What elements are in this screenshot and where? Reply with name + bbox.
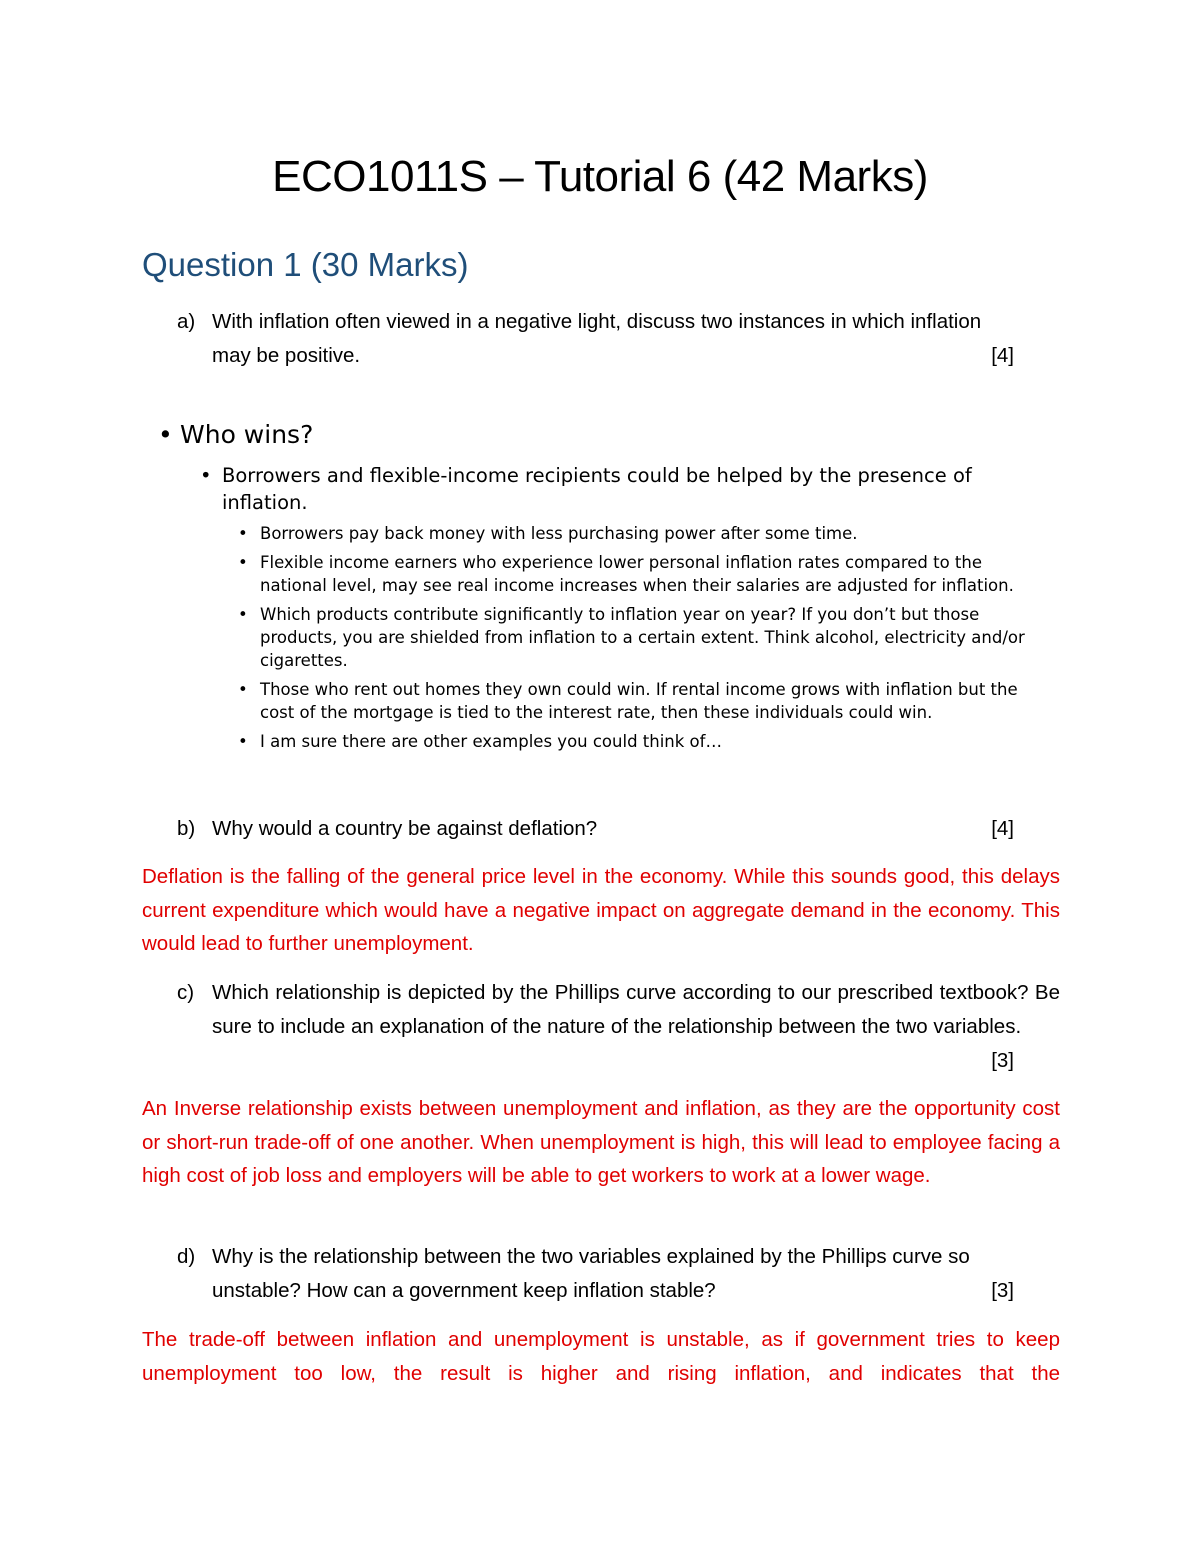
part-b-text: Why would a country be against deflation? [212,817,598,840]
question-part-d [142,1240,1060,1310]
bullet-icon: • [238,680,248,699]
slide-level3-list [238,522,1028,759]
part-c-label: c) [177,981,195,1004]
list-item: • Flexible income earners who experience lower personal inflation rates compared to the national level, may see real income increases when their salaries are adjusted for inflation. [238,553,1014,595]
part-a-label: a) [177,310,196,333]
part-c-marks: [3] [991,1049,1014,1072]
part-b-answer: Deflation is the falling of the general price level in the economy. While this sounds good, this delays current expenditure which would have a negative impact on aggregate demand in the economy. This would lead to further unemployment. [142,865,1060,955]
list-item: • Which products contribute significantly to inflation year on year? If you don’t but those products, you are shielded from inflation to a certain extent. Think alcohol, electricity and/or cigarettes. [238,605,1025,670]
slide-bullet-level1 [160,420,313,449]
question-part-a [142,305,1060,375]
part-c-text: Which relationship is depicted by the Phillips curve according to our prescribed textbook? Be sure to include an explanation of the nature of the relationship between the two variables. [212,981,1060,1038]
bullet-icon: • [238,553,248,572]
part-c-answer: An Inverse relationship exists between unemployment and inflation, as they are the opportunity cost or short-run trade-off of one another. When unemployment is high, this will lead to employee facing a high cost of job loss and employers will be able to get workers to work at a lower wage. [142,1097,1060,1187]
part-b-label: b) [177,817,196,840]
part-a-text: With inflation often viewed in a negative light, discuss two instances in which inflation may be positive. [212,310,982,367]
part-d-answer: The trade-off between inflation and unemployment is unstable, as if government tries to keep unemployment too low, the result is higher and rising inflation, and indicates that the [142,1328,1060,1385]
question-part-c [142,976,1060,1078]
part-d-label: d) [177,1245,196,1268]
bullet-icon: • [238,524,248,543]
page-title: ECO1011S – Tutorial 6 (42 Marks) [272,152,928,201]
bullet-icon: • [200,464,212,487]
slide-level2-text: Borrowers and flexible-income recipients could be helped by the presence of inflation. [222,464,972,514]
list-item: • I am sure there are other examples you could think of… [238,732,722,751]
part-a-marks: [4] [991,344,1014,367]
slide-excerpt [150,420,1030,780]
slide-who-wins: Who wins? [180,420,314,449]
part-d-marks: [3] [991,1279,1014,1302]
list-item: • Those who rent out homes they own could win. If rental income grows with inflation but the cost of the mortgage is tied to the interest rate, then these individuals could win. [238,680,1018,722]
bullet-icon: • [238,605,248,624]
bullet-icon: • [238,732,248,751]
question-1-heading: Question 1 (30 Marks) [142,246,469,283]
list-item: • Borrowers pay back money with less purchasing power after some time. [238,524,858,543]
part-b-marks: [4] [991,817,1014,840]
question-part-b [142,812,1060,846]
part-d-text: Why is the relationship between the two variables explained by the Phillips curve so unstable? How can a government keep inflation stable? [212,1245,970,1302]
